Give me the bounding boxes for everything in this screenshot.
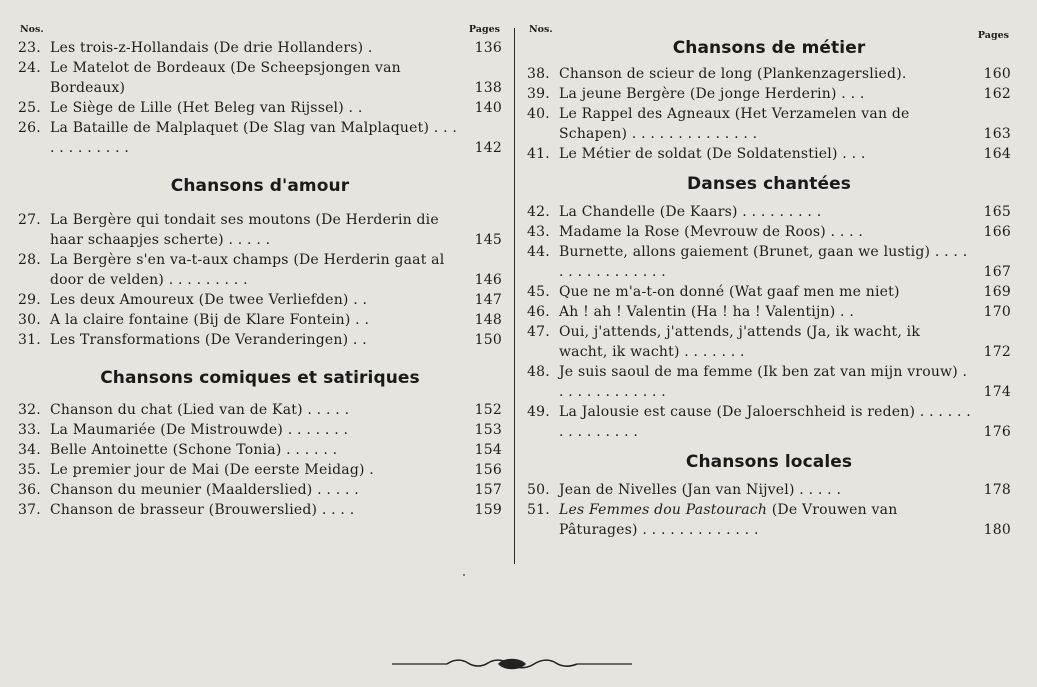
entry-title-text: Madame la Rose (Mevrouw de Roos) . . . . xyxy=(559,224,864,240)
entry-title xyxy=(527,402,1011,442)
toc-entry xyxy=(527,104,1011,144)
entry-title-text: Que ne m'a-t-on donné (Wat gaaf men me niet) xyxy=(559,284,900,300)
entry-page-number: 147 xyxy=(474,292,502,308)
section-group xyxy=(527,38,1011,164)
left-groups xyxy=(18,38,502,520)
entry-number: 25. xyxy=(18,100,41,116)
entry-title-text: Jean de Nivelles (Jan van Nijvel) . . . . . xyxy=(559,482,842,498)
entry-title xyxy=(527,322,1011,362)
entry-title xyxy=(527,202,1011,222)
entry-title-italic: Les Femmes dou Pastourach xyxy=(559,502,768,518)
entry-title xyxy=(527,500,1011,540)
entry-page-number: 150 xyxy=(474,332,502,348)
entry-number: 38. xyxy=(527,66,550,82)
entry-number: 31. xyxy=(18,332,41,348)
entry-title-text: Chanson du meunier (Maalderslied) . . . . . xyxy=(50,482,359,498)
entry-title-text: Les Transformations (De Veranderingen) . . xyxy=(50,332,367,348)
entry-page-number: 148 xyxy=(474,312,502,328)
entry-page-number: 169 xyxy=(983,284,1011,300)
entry-title-text: Chanson de scieur de long (Plankenzagerslied). xyxy=(559,66,907,82)
entry-number: 35. xyxy=(18,462,41,478)
toc-entry xyxy=(18,420,502,440)
entry-title-text: La jeune Bergère (De jonge Herderin) . . . xyxy=(559,86,865,102)
entry-number: 24. xyxy=(18,60,41,76)
column-divider xyxy=(514,28,515,564)
toc-entry xyxy=(527,202,1011,222)
entry-number: 29. xyxy=(18,292,41,308)
entry-title-text: La Bataille de Malplaquet (De Slag van Malplaquet) . . . . . . . . . . . . xyxy=(50,120,458,156)
entry-title-text: Oui, j'attends, j'attends, j'attends (Ja, ik wacht, ik wacht, ik wacht) . . . . . . . xyxy=(559,324,921,360)
entry-number: 39. xyxy=(527,86,550,102)
right-groups xyxy=(527,38,1011,540)
entry-number: 33. xyxy=(18,422,41,438)
entry-page-number: 166 xyxy=(983,224,1011,240)
entry-number: 40. xyxy=(527,106,550,122)
entry-title xyxy=(18,210,502,250)
entry-title-text: Le Rappel des Agneaux (Het Verzamelen van de Schapen) . . . . . . . . . . . . . . xyxy=(559,106,910,142)
entry-number: 30. xyxy=(18,312,41,328)
entry-title-text: La Bergère qui tondait ses moutons (De Herderin die haar schaapjes scherte) . . . . . xyxy=(50,212,439,248)
entry-number: 48. xyxy=(527,364,550,380)
entry-title xyxy=(527,84,1011,104)
entry-page-number: 167 xyxy=(983,264,1011,280)
entry-page-number: 156 xyxy=(474,462,502,478)
entry-page-number: 178 xyxy=(983,482,1011,498)
entry-title-text: (De Vrouwen van Pâturages) . . . . . . . . . . . . . xyxy=(559,502,898,538)
section-group xyxy=(18,176,502,350)
entry-page-number: 140 xyxy=(474,100,502,116)
entry-title xyxy=(18,290,502,310)
entry-number: 27. xyxy=(18,212,41,228)
entry-number: 41. xyxy=(527,146,550,162)
entry-title xyxy=(18,420,502,440)
entry-number: 50. xyxy=(527,482,550,498)
toc-entry xyxy=(18,250,502,290)
entry-title-text: La Bergère s'en va-t-aux champs (De Herderin gaat al door de velden) . . . . . . . . . xyxy=(50,252,445,288)
section-title: Chansons comiques et satiriques xyxy=(100,368,420,388)
left-column-header xyxy=(18,24,502,38)
toc-entry xyxy=(18,440,502,460)
toc-entry xyxy=(18,38,502,58)
entry-title xyxy=(527,480,1011,500)
toc-entry xyxy=(527,402,1011,442)
entry-number: 45. xyxy=(527,284,550,300)
toc-entry xyxy=(18,118,502,158)
entry-page-number: 157 xyxy=(474,482,502,498)
toc-entry xyxy=(18,500,502,520)
section-title: Chansons locales xyxy=(685,452,853,472)
entry-title xyxy=(18,440,502,460)
entry-title xyxy=(527,222,1011,242)
entry-page-number: 163 xyxy=(983,126,1011,142)
entry-page-number: 136 xyxy=(474,40,502,56)
entry-title-text: Ah ! ah ! Valentin (Ha ! ha ! Valentijn) . . xyxy=(559,304,854,320)
toc-entry xyxy=(527,282,1011,302)
entry-title xyxy=(18,250,502,290)
entry-title xyxy=(18,58,502,98)
entry-title-text: Chanson de brasseur (Brouwerslied) . . . . xyxy=(50,502,355,518)
entry-title xyxy=(527,104,1011,144)
entry-number: 37. xyxy=(18,502,41,518)
entry-page-number: 153 xyxy=(474,422,502,438)
entry-number: 43. xyxy=(527,224,550,240)
entry-title xyxy=(527,362,1011,402)
toc-entry xyxy=(18,58,502,98)
toc-entry xyxy=(527,362,1011,402)
entry-page-number: 154 xyxy=(474,442,502,458)
toc-entry xyxy=(527,144,1011,164)
entry-title xyxy=(18,330,502,350)
entry-title-text: Les trois-z-Hollandais (De drie Hollanders) . xyxy=(50,40,373,56)
toc-entry xyxy=(527,242,1011,282)
entry-number: 46. xyxy=(527,304,550,320)
entry-number: 36. xyxy=(18,482,41,498)
nos-label: Nos. xyxy=(20,24,44,35)
section-group xyxy=(18,368,502,520)
entry-page-number: 170 xyxy=(983,304,1011,320)
entry-page-number: 146 xyxy=(474,272,502,288)
entry-page-number: 180 xyxy=(983,522,1011,538)
entry-number: 23. xyxy=(18,40,41,56)
toc-entry xyxy=(18,210,502,250)
entry-title xyxy=(527,242,1011,282)
entry-title xyxy=(18,38,502,58)
entry-title-text: A la claire fontaine (Bij de Klare Fontein) . . xyxy=(50,312,370,328)
entry-title-text: Burnette, allons gaiement (Brunet, gaan we lustig) . . . . . . . . . . . . . . . . xyxy=(559,244,968,280)
entry-page-number: 164 xyxy=(983,146,1011,162)
entry-title xyxy=(18,118,502,158)
entry-page-number: 138 xyxy=(474,80,502,96)
left-column xyxy=(18,24,502,520)
ornament-icon xyxy=(392,657,632,671)
entry-page-number: 159 xyxy=(474,502,502,518)
section-group xyxy=(527,452,1011,540)
entry-title-text: Belle Antoinette (Schone Tonia) . . . . . . xyxy=(50,442,338,458)
entry-page-number: 176 xyxy=(983,424,1011,440)
toc-entry xyxy=(527,84,1011,104)
entry-title-text: La Chandelle (De Kaars) . . . . . . . . . xyxy=(559,204,822,220)
entry-title xyxy=(18,480,502,500)
entry-number: 34. xyxy=(18,442,41,458)
entry-title xyxy=(18,310,502,330)
entry-title xyxy=(18,500,502,520)
toc-entry xyxy=(18,290,502,310)
section-title: Danses chantées xyxy=(687,174,851,194)
section-title: Chansons d'amour xyxy=(170,176,350,196)
toc-entry xyxy=(18,480,502,500)
toc-entry xyxy=(18,460,502,480)
entry-number: 49. xyxy=(527,404,550,420)
entry-page-number: 172 xyxy=(983,344,1011,360)
entry-title-text: Je suis saoul de ma femme (Ik ben zat van mijn vrouw) . . . . . . . . . . . . . xyxy=(559,364,968,400)
entry-title xyxy=(527,302,1011,322)
toc-entry xyxy=(527,480,1011,500)
toc-entry xyxy=(527,302,1011,322)
entry-page-number: 174 xyxy=(983,384,1011,400)
entry-title-text: Chanson du chat (Lied van de Kat) . . . . . xyxy=(50,402,350,418)
entry-title-text: La Maumariée (De Mistrouwde) . . . . . . . xyxy=(50,422,349,438)
entry-title-text: Le premier jour de Mai (De eerste Meidag) . xyxy=(50,462,374,478)
entry-title-text: Le Métier de soldat (De Soldatenstiel) . . . xyxy=(559,146,866,162)
entry-number: 26. xyxy=(18,120,41,136)
entry-number: 51. xyxy=(527,502,550,518)
entry-page-number: 145 xyxy=(474,232,502,248)
right-column xyxy=(527,24,1011,540)
entry-title xyxy=(18,460,502,480)
toc-entry xyxy=(527,222,1011,242)
entry-page-number: 162 xyxy=(983,86,1011,102)
pages-label: Pages xyxy=(977,30,1009,41)
entry-title xyxy=(527,64,1011,84)
entry-number: 47. xyxy=(527,324,550,340)
entry-title xyxy=(527,144,1011,164)
entry-title xyxy=(527,282,1011,302)
nos-label: Nos. xyxy=(529,24,553,35)
entry-title xyxy=(18,98,502,118)
toc-entry xyxy=(527,500,1011,540)
entry-page-number: 142 xyxy=(474,140,502,156)
entry-number: 42. xyxy=(527,204,550,220)
toc-entry xyxy=(18,330,502,350)
entry-page-number: 152 xyxy=(474,402,502,418)
entry-title-text: Les deux Amoureux (De twee Verliefden) . . xyxy=(50,292,368,308)
entry-page-number: 165 xyxy=(983,204,1011,220)
toc-entry xyxy=(527,322,1011,362)
entry-number: 28. xyxy=(18,252,41,268)
entry-title-text: La Jalousie est cause (De Jaloerschheid is reden) . . . . . . . . . . . . . . . xyxy=(559,404,971,440)
entry-title-text: Le Siège de Lille (Het Beleg van Rijssel) . . xyxy=(50,100,363,116)
right-column-header xyxy=(527,24,1011,41)
section-title: Chansons de métier xyxy=(672,38,866,58)
toc-entry xyxy=(18,400,502,420)
entry-number: 44. xyxy=(527,244,550,260)
section-group xyxy=(18,38,502,158)
pages-label: Pages xyxy=(468,24,500,35)
entry-title xyxy=(18,400,502,420)
toc-entry xyxy=(18,310,502,330)
entry-page-number: 160 xyxy=(983,66,1011,82)
stray-mark xyxy=(463,574,465,576)
toc-entry xyxy=(527,64,1011,84)
entry-title-text: Le Matelot de Bordeaux (De Scheepsjongen van Bordeaux) xyxy=(50,60,401,96)
toc-entry xyxy=(18,98,502,118)
entry-number: 32. xyxy=(18,402,41,418)
section-group xyxy=(527,174,1011,442)
